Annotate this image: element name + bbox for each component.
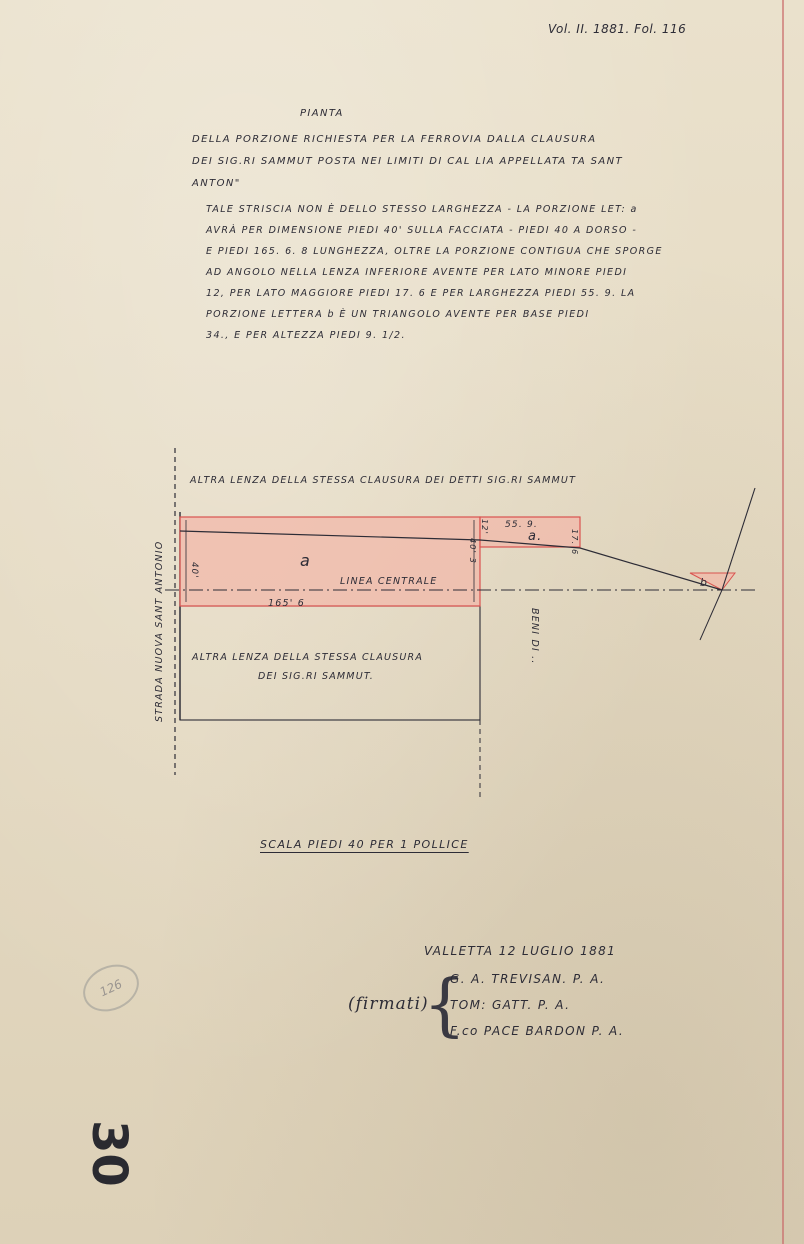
lower-land-label-1: ALTRA LENZA DELLA STESSA CLAUSURA xyxy=(192,652,424,663)
intro-line-3: ANTON" xyxy=(192,178,241,189)
centre-line-label: LINEA CENTRALE xyxy=(340,576,438,587)
scale-label: SCALA PIEDI 40 PER 1 POLLICE xyxy=(260,838,469,851)
signatory-2: TOM: GATT. P. A. xyxy=(450,998,571,1012)
description-line-7: 34., E PER ALTEZZA PIEDI 9. 1/2. xyxy=(206,330,406,341)
length-dimension-label: 165' 6 xyxy=(268,598,306,609)
lower-land-label-2: DEI SIG.RI SAMMUT. xyxy=(258,671,374,682)
place-date: VALLETTA 12 LUGLIO 1881 xyxy=(424,944,617,958)
signature-brace: { xyxy=(423,966,467,1045)
portion-b-label: b xyxy=(700,576,709,589)
document-title: PIANTA xyxy=(300,108,344,119)
intro-line-1: DELLA PORZIONE RICHIESTA PER LA FERROVIA DALLA CLAUSURA xyxy=(192,134,597,145)
diagonal-boundary-line xyxy=(722,488,755,590)
road-label: STRADA NUOVA SANT ANTONIO xyxy=(154,540,165,722)
portion-a-strip xyxy=(180,517,480,606)
description-line-1: TALE STRISCIA NON È DELLO STESSO LARGHEZZA - LA PORZIONE LET: a xyxy=(206,204,638,215)
right-width-label: 40' 3 xyxy=(468,538,477,565)
description-line-2: AVRÀ PER DIMENSIONE PIEDI 40' SULLA FACCIATA - PIEDI 40 A DORSO - xyxy=(206,225,638,236)
intro-line-2: DEI SIG.RI SAMMUT POSTA NEI LIMITI DI CAL LIA APPELLATA TA SANT xyxy=(192,156,624,167)
description-line-4: AD ANGOLO NELLA LENZA INFERIORE AVENTE PER LATO MINORE PIEDI xyxy=(206,267,628,278)
portion-a2-label: a. xyxy=(528,529,543,544)
lower-land-plot xyxy=(180,606,480,720)
adjacent-property-label: BENI DI .. xyxy=(529,608,540,665)
portion-a-label: a xyxy=(300,551,312,570)
signatory-3: F.co PACE BARDON P. A. xyxy=(450,1024,625,1038)
sheet-number: 30 xyxy=(81,1120,137,1187)
signed-label: (firmati) xyxy=(348,994,429,1014)
description-line-3: E PIEDI 165. 6. 8 LUNGHEZZA, OLTRE LA PORZIONE CONTIGUA CHE SPORGE xyxy=(206,246,663,257)
projection-side-label: 17. 6 xyxy=(570,529,579,556)
left-width-label: 40' xyxy=(189,562,199,579)
projection-width-label: 55. 9. xyxy=(505,520,538,530)
upper-land-label: ALTRA LENZA DELLA STESSA CLAUSURA DEI DETTI SIG.RI SAMMUT xyxy=(190,475,577,486)
description-line-6: PORZIONE LETTERA b È UN TRIANGOLO AVENTE PER BASE PIEDI xyxy=(206,309,590,320)
archive-reference: Vol. II. 1881. Fol. 116 xyxy=(548,22,687,36)
offset-label: 12' xyxy=(480,519,489,535)
description-line-5: 12, PER LATO MAGGIORE PIEDI 17. 6 E PER LARGHEZZA PIEDI 55. 9. LA xyxy=(206,288,636,299)
stamp-number: 126 xyxy=(97,976,125,1000)
diagonal-boundary-ext xyxy=(700,590,722,640)
signatory-1: G. A. TREVISAN. P. A. xyxy=(450,972,606,986)
